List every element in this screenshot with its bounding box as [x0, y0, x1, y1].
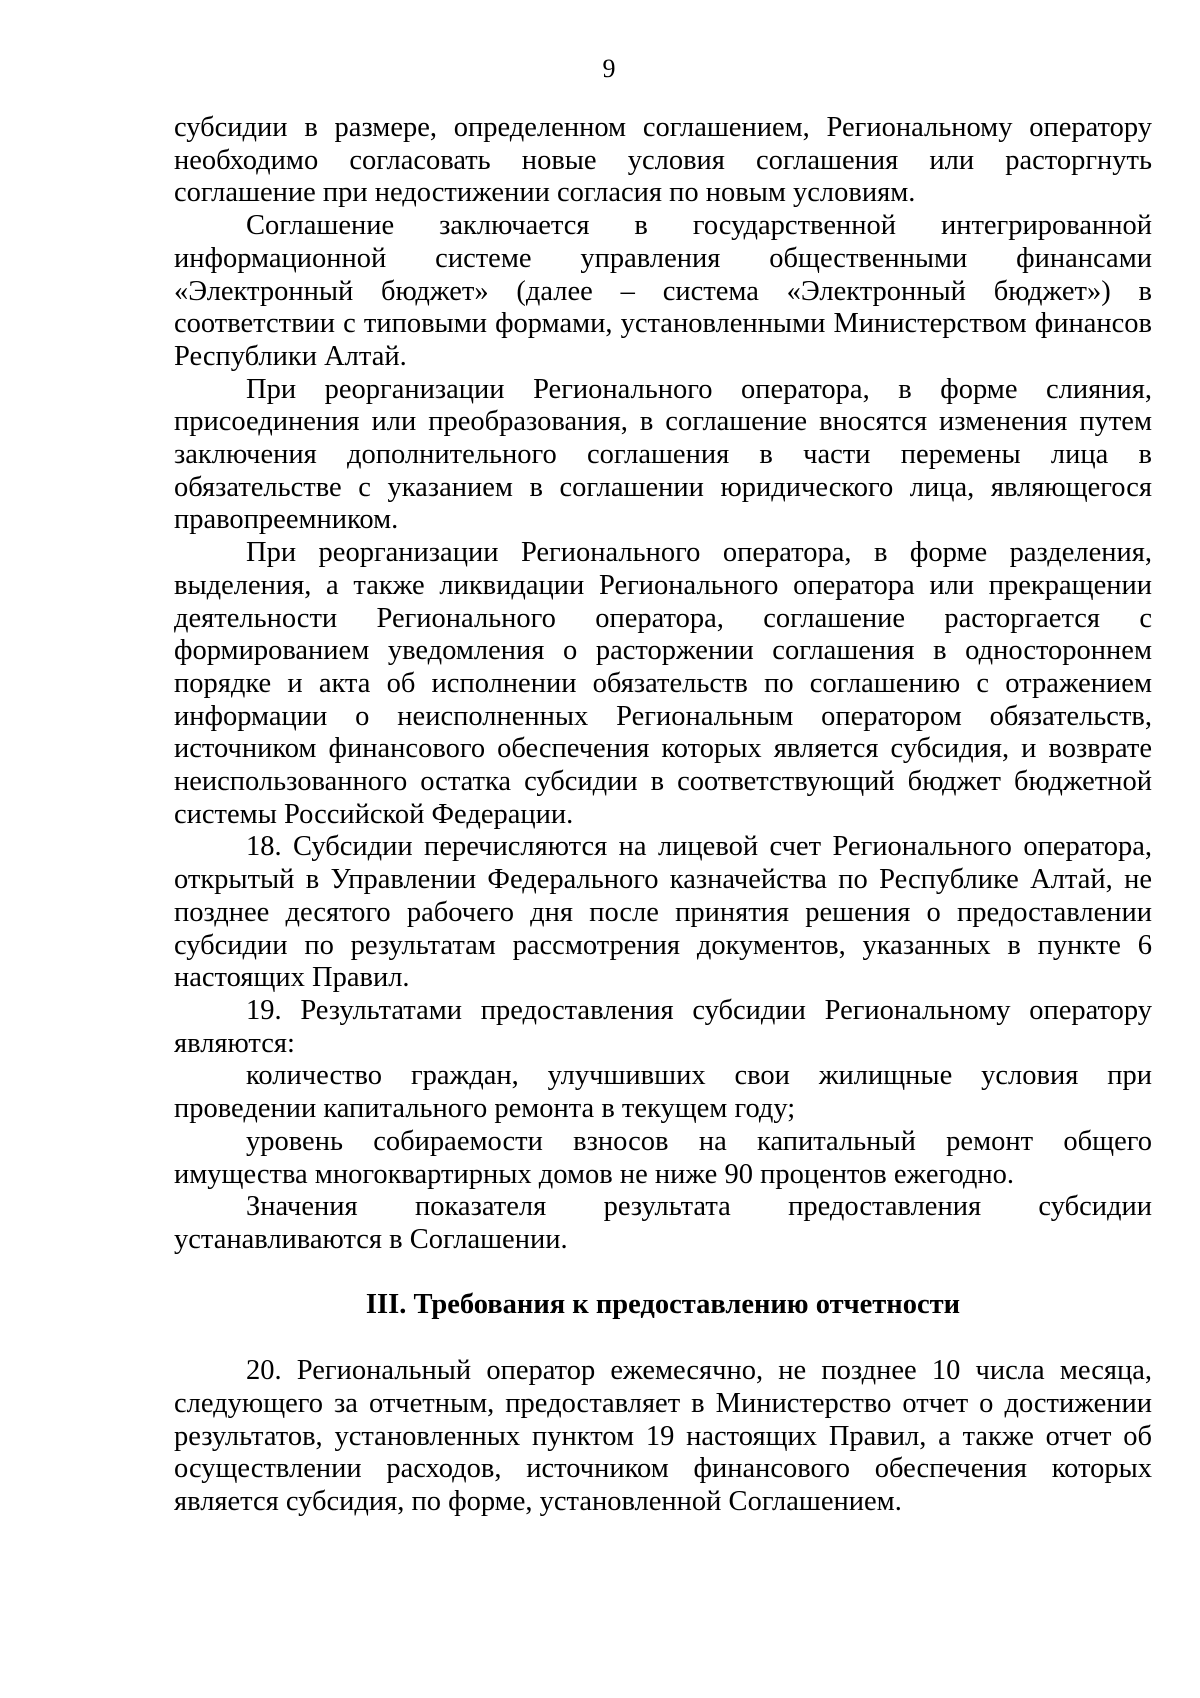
paragraph-result-citizens: количество граждан, улучшивших свои жилищные условия при проведении капитального ремонта в текущем году; — [174, 1060, 1152, 1125]
page-number: 9 — [602, 54, 616, 83]
paragraph-indicator-values: Значения показателя результата предоставления субсидии устанавливаются в Соглашении. — [174, 1191, 1152, 1255]
paragraph-item-19: 19. Результатами предоставления субсидии Региональному оператору являются: — [174, 994, 1152, 1059]
paragraph-agreement-system: Соглашение заключается в государственной интегрированной информационной системе управления общественными финансами «Электронный бюджет» (далее – система «Электронный бюджет») в соответствии с типовыми формами, установленными Министерством финансов Республики Алтай. — [174, 210, 1152, 372]
paragraph-reorganization-merger: При реорганизации Регионального оператора, в форме слияния, присоединения или преобразования, в соглашение вносятся изменения путем заключения дополнительного соглашения в части перемены лица в обязательстве с указанием в соглашении юридического лица, являющегося правопреемником. — [174, 373, 1152, 536]
document-body — [174, 112, 1152, 1519]
paragraph-reorganization-division: При реорганизации Регионального оператора, в форме разделения, выделения, а также ликвидации Регионального оператора или прекращении деятельности Регионального оператора, соглашение расторгается с формированием уведомления о расторжении соглашения в одностороннем порядке и акта об исполнении обязательств по соглашению с отражением информации о неисполненных Региональным оператором обязательств, источником финансового обеспечения которых является субсидия, и возврате неиспользованного остатка субсидии в соответствующий бюджет бюджетной системы Российской Федерации. — [174, 537, 1152, 830]
section-heading: III. Требования к предоставлению отчетности — [365, 1288, 961, 1320]
paragraph-item-20: 20. Региональный оператор ежемесячно, не позднее 10 числа месяца, следующего за отчетным, предоставляет в Министерство отчет о достижении результатов, установленных пунктом 19 настоящих Правил, а также отчет об осуществлении расходов, источником финансового обеспечения которых является субсидия, по форме, установленной Соглашением. — [174, 1355, 1152, 1518]
paragraph-item-18: 18. Субсидии перечисляются на лицевой счет Регионального оператора, открытый в Управлении Федерального казначейства по Республике Алтай, не позднее десятого рабочего дня после принятия решения о предоставлении субсидии по результатам рассмотрения документов, указанных в пункте 6 настоящих Правил. — [174, 831, 1152, 994]
paragraph-continuation: субсидии в размере, определенном соглашением, Региональному оператору необходимо согласовать новые условия соглашения или расторгнуть соглашение при недостижении согласия по новым условиям. — [174, 112, 1152, 209]
paragraph-result-collection: уровень собираемости взносов на капитальный ремонт общего имущества многоквартирных домов не ниже 90 процентов ежегодно. — [174, 1125, 1152, 1190]
